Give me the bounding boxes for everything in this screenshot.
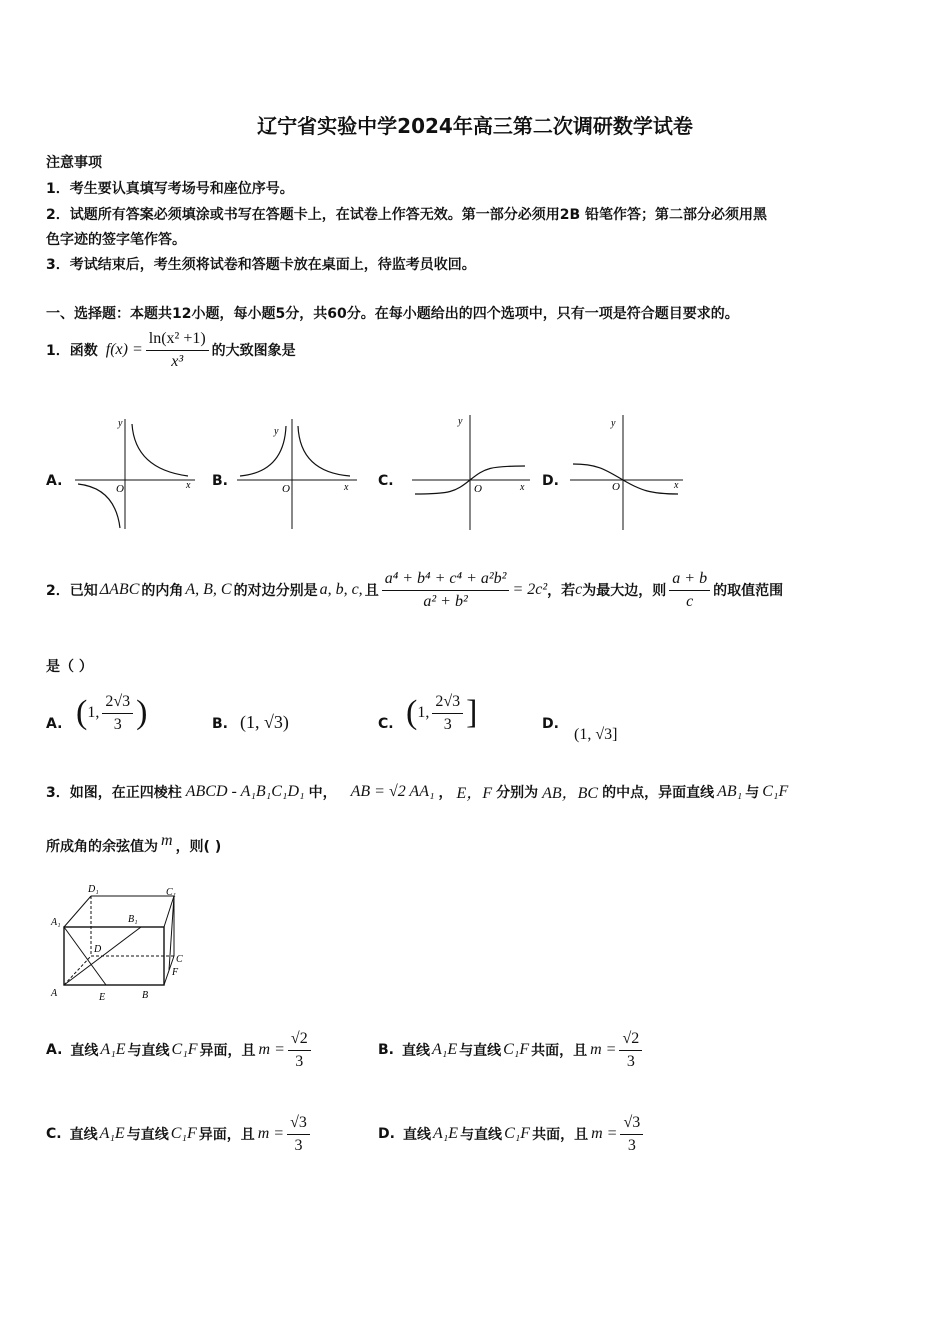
q1-numerator: ln(x² +1): [146, 330, 209, 351]
q3-b-num: √2: [619, 1030, 642, 1051]
graph-d-x-label: x: [674, 480, 679, 491]
q2-triangle: ΔABC: [99, 581, 140, 599]
q2-option-a-label: A.: [46, 716, 63, 732]
q3-c-num: √3: [287, 1114, 310, 1135]
graph-a-origin: O: [116, 483, 124, 495]
q3-c-t1: 直线: [69, 1127, 98, 1144]
graph-c-x-label: x: [520, 482, 525, 493]
q3-text5: 与: [745, 784, 760, 801]
q3-b-l2: C₁F: [503, 1041, 530, 1059]
q2-c-den: 3: [443, 715, 452, 733]
q3-c-t3: 异面，且: [198, 1127, 255, 1144]
q3-b-t1: 直线: [402, 1043, 430, 1060]
q3-a-l1: A₁E: [100, 1041, 126, 1059]
q2-fraction: [382, 570, 510, 610]
q3-b-frac: [619, 1030, 642, 1070]
q3-d-label: D.: [378, 1126, 395, 1143]
q2-c-left: 1,: [417, 704, 430, 722]
q2-numerator: a⁴ + b⁴ + c⁴ + a²b²: [382, 570, 510, 591]
q2-c-num: 2√3: [432, 693, 463, 714]
q3-line2-end: ，则( ): [175, 839, 222, 855]
graph-c-y-label: y: [458, 416, 463, 427]
q3-b-m: m =: [590, 1041, 617, 1059]
q3-m: m: [161, 832, 173, 849]
q3-b-t3: 共面，且: [531, 1043, 588, 1060]
page-title: 辽宁省实验中学2024年高三第二次调研数学试卷: [257, 114, 693, 138]
q3-ef: E，F: [456, 785, 493, 802]
q3-text4: 的中点，异面直线: [602, 784, 715, 801]
q2-a-frac: [102, 693, 133, 733]
graph-a-y-label: y: [118, 418, 123, 429]
q1-graph-c: [410, 410, 535, 535]
q3-d-l1: A₁E: [432, 1125, 459, 1143]
q2-text1: 的内角: [141, 583, 184, 600]
label-d1: D₁: [88, 884, 99, 895]
q3-c-l1: A₁E: [99, 1125, 125, 1143]
notice-item-2-cont: 色字迹的签字笔作答。: [46, 232, 186, 248]
label-b1: B₁: [128, 914, 138, 925]
q3-a-t3: 异面，且: [199, 1043, 256, 1060]
q3-a-m: m =: [258, 1041, 285, 1059]
q2-c-frac: [432, 693, 463, 733]
q3-c-m: m =: [257, 1125, 285, 1143]
q1-option-c-label: C.: [378, 473, 394, 489]
graph-a-x-label: x: [186, 480, 191, 491]
q1-suffix: 的大致图象是: [211, 343, 296, 360]
q2-option-b: (1, √3): [240, 712, 289, 732]
q3-relation: AB = √2 AA₁: [350, 782, 435, 800]
graph-b-y-label: y: [274, 426, 279, 437]
q3-c-l2: C₁F: [170, 1125, 197, 1143]
q2-sides: a, b, c,: [319, 581, 363, 599]
q2-line2: 是（ ）: [46, 659, 93, 675]
q3-a-label: A.: [46, 1042, 63, 1059]
q3-line2: [46, 832, 222, 856]
q3-ab-bc: AB，BC: [542, 785, 599, 802]
q3-d-num: √3: [620, 1114, 643, 1135]
question-3: [46, 780, 791, 803]
q3-option-c: [46, 1114, 313, 1154]
q2-denominator: a² + b²: [423, 592, 468, 610]
q2-text5: 为最大边，则: [582, 583, 667, 600]
q3-a-t1: 直线: [70, 1043, 99, 1060]
question-2: [46, 570, 783, 610]
q3-prism-figure: [46, 878, 196, 1008]
q2-option-d-label: D.: [542, 716, 559, 732]
q3-a-num: √2: [288, 1030, 311, 1051]
q2-option-d: (1, √3]: [574, 726, 618, 743]
q1-graph-b: [232, 414, 362, 534]
q3-text3: 分别为: [496, 784, 539, 801]
q3-prism: ABCD - A₁B₁C₁D₁: [185, 782, 305, 800]
q2-ratio-num: a + b: [669, 570, 710, 591]
notice-item-1: 1．考生要认真填写考场号和座位序号。: [46, 181, 294, 197]
notice-item-2: 2．试题所有答案必须填涂或书写在答题卡上，在试卷上作答无效。第一部分必须用2B 铅笔作答；第二部分必须用黑: [46, 207, 768, 223]
q3-a-l2: C₁F: [171, 1041, 198, 1059]
q3-b-den: 3: [626, 1052, 635, 1070]
label-e: E: [99, 992, 106, 1003]
q3-c-den: 3: [294, 1136, 303, 1154]
q3-b-label: B.: [378, 1042, 394, 1059]
graph-b-origin: O: [282, 483, 290, 495]
q2-text3: 且: [364, 583, 379, 600]
q3-d-m: m =: [591, 1125, 618, 1143]
q3-d-t3: 共面，且: [532, 1127, 589, 1144]
q2-a-num: 2√3: [102, 693, 133, 714]
section-heading: 一、选择题：本题共12小题，每小题5分，共60分。在每小题给出的四个选项中，只有一项是符合题目要求的。: [46, 306, 739, 322]
q3-a-t2: 与直线: [127, 1043, 170, 1060]
q3-text2: ，: [438, 784, 453, 801]
q2-text4: ，若: [547, 583, 576, 600]
q3-b-l1: A₁E: [432, 1041, 458, 1059]
q2-option-c: ( 1, $\frac{2√3}{3}$ ]: [406, 693, 478, 733]
q3-a-frac: [288, 1030, 311, 1070]
label-d: D: [94, 944, 102, 955]
label-c: C: [176, 954, 183, 965]
q3-prefix: 3．如图，在正四棱柱: [46, 784, 182, 801]
q2-prefix: 2．已知: [46, 583, 98, 600]
q2-option-c-label: C.: [378, 716, 394, 732]
q3-d-l2: C₁F: [504, 1125, 531, 1143]
label-c1: C₁: [166, 887, 177, 898]
q2-c: c: [575, 581, 583, 599]
question-1: [46, 330, 296, 370]
q3-d-den: 3: [627, 1136, 636, 1154]
q3-option-b: [378, 1030, 645, 1070]
label-b: B: [142, 990, 149, 1001]
q2-equation: = 2c²: [512, 581, 548, 599]
q1-graph-d: [568, 410, 688, 535]
q3-ab1: AB₁: [717, 782, 743, 800]
q3-b-t2: 与直线: [459, 1043, 502, 1060]
q3-a-den: 3: [295, 1052, 304, 1070]
q2-text2: 的对边分别是: [233, 583, 318, 600]
q2-option-b-label: B.: [212, 716, 228, 732]
q1-prefix: 1．函数: [46, 343, 98, 360]
graph-d-y-label: y: [611, 418, 616, 429]
q1-func: f(x) =: [105, 341, 143, 359]
q2-ratio-den: c: [686, 592, 694, 610]
q1-graph-a: [70, 414, 200, 534]
q3-d-frac: [620, 1114, 643, 1154]
graph-b-x-label: x: [344, 482, 349, 493]
graph-c-origin: O: [474, 483, 482, 495]
q3-c-label: C.: [46, 1126, 62, 1143]
q1-denominator: x³: [171, 352, 184, 370]
q2-a-den: 3: [113, 715, 122, 733]
q1-fraction: [146, 330, 209, 370]
label-a1: A₁: [51, 917, 61, 928]
q3-line2-text: 所成角的余弦值为: [46, 839, 158, 855]
q2-a-left: 1,: [87, 704, 100, 722]
q1-option-a-label: A.: [46, 473, 63, 489]
q3-text1: 中，: [308, 784, 337, 801]
q2-angles: A, B, C: [185, 581, 232, 599]
q2-ratio: [669, 570, 710, 610]
q3-c1f: C₁F: [762, 782, 789, 800]
label-f: F: [172, 967, 179, 978]
q2-option-a: ( 1, $\frac{2√3}{3}$ ): [76, 693, 148, 733]
q1-option-b-label: B.: [212, 473, 228, 489]
q3-c-frac: [287, 1114, 310, 1154]
notice-item-3: 3．考试结束后，考生须将试卷和答题卡放在桌面上，待监考员收回。: [46, 257, 476, 273]
q3-option-a: [46, 1030, 314, 1070]
q3-option-d: [378, 1114, 646, 1154]
q3-c-t2: 与直线: [126, 1127, 169, 1144]
graph-d-origin: O: [612, 481, 620, 493]
q3-d-t2: 与直线: [460, 1127, 503, 1144]
q2-text6: 的取值范围: [713, 583, 784, 600]
q3-d-t1: 直线: [402, 1127, 431, 1144]
label-a: A: [51, 988, 58, 999]
notice-heading: 注意事项: [46, 155, 102, 171]
q1-option-d-label: D.: [542, 473, 559, 489]
